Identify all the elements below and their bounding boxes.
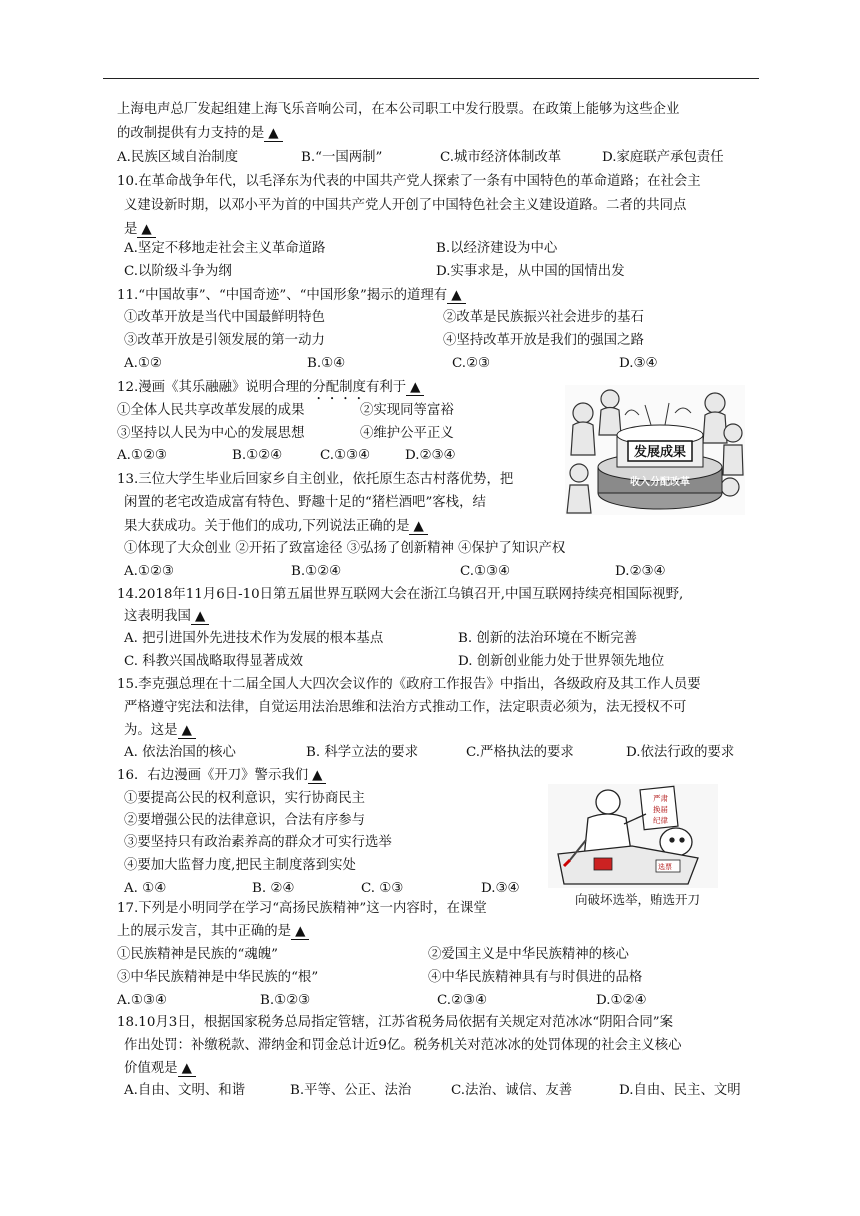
q11-stem: 11.“中国故事”、“中国奇迹”、“中国形象”揭示的道理有 ▲ [117, 287, 466, 305]
answer-blank[interactable]: ▲ [406, 381, 424, 396]
q10-line3: 是 ▲ [124, 221, 156, 239]
q10-line1: 10.在革命战争年代，以毛泽东为代表的中国共产党人探索了一条有中国特色的革命道路；在社会主 [117, 174, 701, 189]
q18-option-c: C.法治、诚信、友善 [451, 1083, 573, 1098]
answer-blank[interactable]: ▲ [137, 223, 155, 238]
q9-option-d: D.家庭联产承包责任 [602, 150, 724, 165]
q12-stem: 12.漫画《其乐融融》说明合理的分配制度有利于 ▲ [117, 379, 424, 403]
board-line-1: 严肃 [653, 794, 668, 803]
q13-items: ①体现了大众创业 ②开拓了致富途径 ③弘扬了创新精神 ④保护了知识产权 [124, 541, 566, 556]
answer-blank[interactable]: ▲ [191, 610, 209, 625]
q16-item-4: ④要加大监督力度,把民主制度落到实处 [124, 858, 356, 873]
q18-line1: 18.10月3日，根据国家税务总局指定管辖，江苏省税务局依据有关规定对范冰冰“阴阳合同”案 [117, 1015, 673, 1030]
q17-option-d: D.①②④ [596, 993, 647, 1008]
answer-blank[interactable]: ▲ [178, 724, 196, 739]
q13-line1: 13.三位大学生毕业后回家乡自主创业，依托原生态古村落优势，把 [117, 472, 514, 487]
q18-line2: 作出处罚：补缴税款、滞纳金和罚金总计近9亿。税务机关对范冰冰的处罚体现的社会主义核心 [124, 1038, 682, 1053]
q13-option-c: C.①③④ [460, 564, 511, 579]
q16-option-c: C. ①③ [361, 881, 404, 896]
q10-option-a: A.坚定不移地走社会主义革命道路 [124, 241, 326, 256]
q12-option-c: C.①③④ [320, 448, 371, 463]
board-line-2: 换届 [653, 805, 668, 814]
q10-option-d: D.实事求是，从中国的国情出发 [436, 264, 625, 279]
q17-item-1: ①民族精神是民族的“魂魄” [117, 947, 278, 962]
q9-option-b: B.“一国两制” [301, 150, 383, 165]
surgery-cartoon-image [548, 784, 718, 888]
q18-line3: 价值观是 ▲ [124, 1060, 196, 1078]
q14-option-b: B. 创新的法治环境在不断完善 [458, 631, 638, 646]
q17-item-4: ④中华民族精神具有与时俱进的品格 [428, 970, 643, 985]
q14-option-c: C. 科教兴国战略取得显著成效 [124, 654, 303, 669]
q12-option-d: D.②③④ [405, 448, 456, 463]
q11-item-3: ③改革开放是引领发展的第一动力 [124, 333, 325, 348]
q13-line2: 闲置的老宅改造成富有特色、野趣十足的“猪栏酒吧”客栈，结 [124, 495, 486, 510]
q11-option-a: A.①② [124, 356, 162, 371]
q17-option-c: C.②③④ [437, 993, 488, 1008]
q16-item-2: ②要增强公民的法律意识，合法有序参与 [124, 813, 366, 828]
q12-item-2: ②实现同等富裕 [360, 403, 454, 418]
q14-line2: 这表明我国 ▲ [124, 608, 209, 626]
q17-line2: 上的展示发言，其中正确的是 ▲ [117, 923, 309, 941]
q16-item-3: ③要坚持只有政治素养高的群众才可实行选举 [124, 835, 392, 850]
answer-blank[interactable]: ▲ [264, 127, 282, 142]
q17-option-b: B.①②③ [260, 993, 311, 1008]
q18-option-b: B.平等、公正、法治 [290, 1083, 412, 1098]
q15-line2: 严格遵守宪法和法律，自觉运用法治思维和法治方式推动工作，法定职责必须为，法无授权不可 [124, 700, 687, 715]
ballot-label: 选票 [658, 863, 672, 871]
board-line-3: 纪律 [653, 816, 668, 825]
answer-blank[interactable]: ▲ [291, 925, 309, 940]
q11-item-1: ①改革开放是当代中国最鲜明特色 [124, 310, 325, 325]
q9-option-a: A.民族区域自治制度 [117, 150, 239, 165]
answer-blank[interactable]: ▲ [308, 769, 326, 784]
q10-line2: 义建设新时期，以邓小平为首的中国共产党人开创了中国特色社会主义建设道路。二者的共同点 [124, 198, 687, 213]
q16-option-b: B. ②④ [252, 881, 295, 896]
q12-item-3: ③坚持以人民为中心的发展思想 [117, 426, 305, 441]
q11-option-b: B.①④ [307, 356, 346, 371]
q10-option-c: C.以阶级斗争为纲 [124, 264, 232, 279]
q11-option-d: D.③④ [619, 356, 658, 371]
q18-option-a: A.自由、文明、和谐 [124, 1083, 246, 1098]
q15-line1: 15.李克强总理在十二届全国人大四次会议作的《政府工作报告》中指出，各级政府及其工作人员要 [117, 677, 701, 692]
cake-cartoon-image [565, 385, 745, 515]
q11-item-4: ④坚持改革开放是我们的强国之路 [443, 333, 644, 348]
q14-option-a: A. 把引进国外先进技术作为发展的根本基点 [124, 631, 384, 646]
answer-blank[interactable]: ▲ [447, 289, 465, 304]
q9-line2: 的改制提供有力支持的是 ▲ [117, 125, 283, 143]
q12-option-a: A.①②③ [117, 448, 167, 463]
q12-option-b: B.①②④ [232, 448, 283, 463]
q12-item-4: ④维护公平正义 [360, 426, 454, 441]
q13-option-d: D.②③④ [615, 564, 666, 579]
q17-option-a: A.①③④ [117, 993, 167, 1008]
q11-option-c: C.②③ [452, 356, 491, 371]
q15-option-a: A. 依法治国的核心 [124, 745, 236, 760]
q13-line3: 果大获成功。关于他们的成功,下列说法正确的是 ▲ [124, 518, 428, 536]
q11-item-2: ②改革是民族振兴社会进步的基石 [443, 310, 644, 325]
q16-stem: 16．右边漫画《开刀》警示我们 ▲ [117, 767, 326, 785]
q14-option-d: D. 创新创业能力处于世界领先地位 [458, 654, 665, 669]
q15-option-c: C.严格执法的要求 [466, 745, 574, 760]
q16-item-1: ①要提高公民的权利意识，实行协商民主 [124, 791, 366, 806]
q17-item-2: ②爱国主义是中华民族精神的核心 [428, 947, 629, 962]
q13-option-b: B.①②④ [291, 564, 342, 579]
q9-option-c: C.城市经济体制改革 [440, 150, 562, 165]
header-rule [103, 78, 759, 79]
q10-option-b: B.以经济建设为中心 [436, 241, 558, 256]
q16-option-d: D.③④ [481, 881, 520, 896]
q16-option-a: A. ①④ [124, 881, 167, 896]
q9-line1: 上海电声总厂发起组建上海飞乐音响公司，在本公司职工中发行股票。在政策上能够为这些企业 [117, 102, 680, 117]
q15-line3: 为。这是 ▲ [124, 722, 196, 740]
q17-item-3: ③中华民族精神是中华民族的“根” [117, 970, 319, 985]
q15-option-b: B. 科学立法的要求 [306, 745, 419, 760]
answer-blank[interactable]: ▲ [178, 1062, 196, 1077]
answer-blank[interactable]: ▲ [409, 520, 427, 535]
cake-top-label: 发展成果 [633, 445, 687, 460]
q14-line1: 14.2018年11月6日-10日第五届世界互联网大会在浙江乌镇召开,中国互联网持续亮相国际视野, [117, 587, 684, 602]
q18-option-d: D.自由、民主、文明 [619, 1083, 741, 1098]
q12-item-1: ①全体人民共享改革发展的成果 [117, 403, 305, 418]
surgery-cartoon-caption: 向破坏选举，贿选开刀 [575, 892, 701, 907]
q17-line1: 17.下列是小明同学在学习“高扬民族精神”这一内容时，在课堂 [117, 901, 487, 916]
cake-band-label: 收入分配改革 [630, 477, 690, 488]
q15-option-d: D.依法行政的要求 [626, 745, 735, 760]
q13-option-a: A.①②③ [124, 564, 174, 579]
